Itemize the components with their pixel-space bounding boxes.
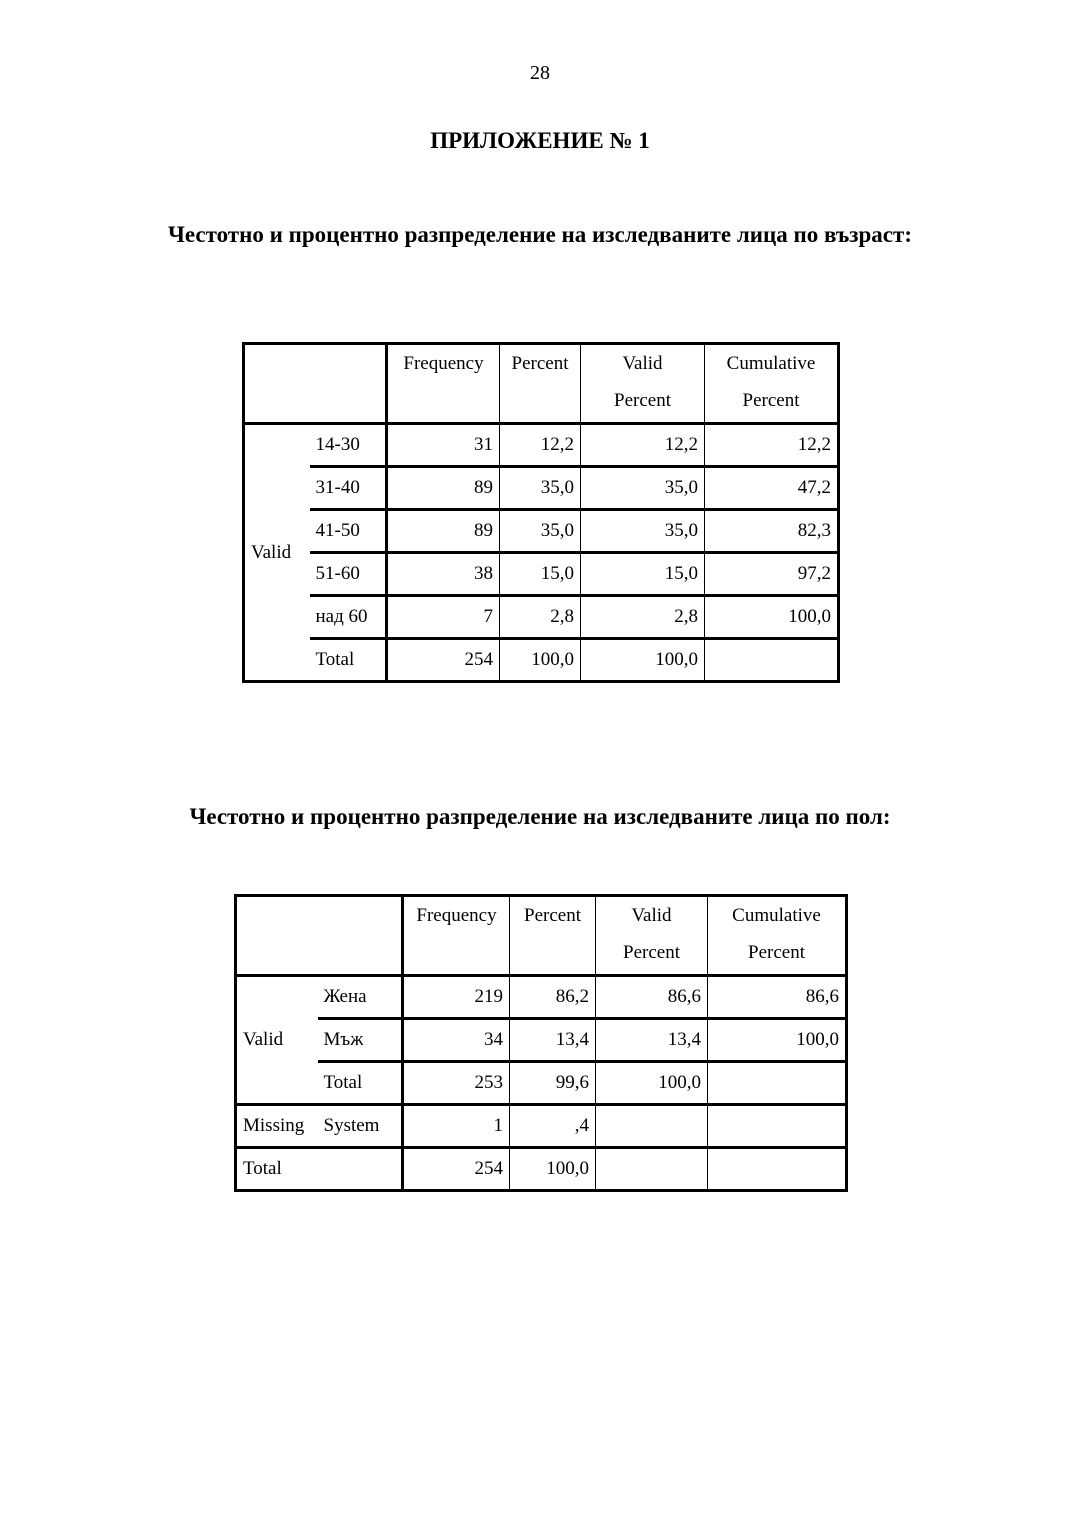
age-frequency-table xyxy=(242,342,840,683)
row-label: 14-30 xyxy=(310,424,387,467)
sex-frequency-table xyxy=(234,894,848,1192)
cell-cumulative-percent xyxy=(708,1062,847,1105)
cell-cumulative-percent: 47,2 xyxy=(705,467,839,510)
cell-frequency: 219 xyxy=(403,976,510,1019)
table-row-total xyxy=(244,639,839,682)
cell-valid-percent: 13,4 xyxy=(596,1019,708,1062)
cell-valid-percent: 86,6 xyxy=(596,976,708,1019)
cell-percent: 86,2 xyxy=(510,976,596,1019)
cell-frequency: 254 xyxy=(387,639,500,682)
header-corner xyxy=(244,344,387,424)
row-label: 31-40 xyxy=(310,467,387,510)
sex-table-heading: Честотно и процентно разпределение на изследваните лица по пол: xyxy=(189,804,891,829)
cell-cumulative-percent xyxy=(705,639,839,682)
header-cumulative-percent: Cumulative Percent xyxy=(705,344,839,424)
cell-cumulative-percent: 86,6 xyxy=(708,976,847,1019)
row-label: 41-50 xyxy=(310,510,387,553)
cell-percent: 100,0 xyxy=(500,639,581,682)
cell-cumulative-percent: 97,2 xyxy=(705,553,839,596)
cell-percent: 15,0 xyxy=(500,553,581,596)
table-row xyxy=(236,1019,847,1062)
cell-frequency: 7 xyxy=(387,596,500,639)
cell-frequency: 1 xyxy=(403,1105,510,1148)
row-label: Мъж xyxy=(318,1019,403,1062)
cell-valid-percent: 15,0 xyxy=(581,553,705,596)
cell-frequency: 89 xyxy=(387,510,500,553)
row-label: над 60 xyxy=(310,596,387,639)
row-label: 51-60 xyxy=(310,553,387,596)
cell-valid-percent: 35,0 xyxy=(581,510,705,553)
cell-frequency: 254 xyxy=(403,1148,510,1191)
table-row xyxy=(244,510,839,553)
header-cumulative-percent: Cumulative Percent xyxy=(708,896,847,976)
page-number: 28 xyxy=(530,62,550,84)
header-percent: Percent xyxy=(500,344,581,424)
age-table-heading: Честотно и процентно разпределение на изследваните лица по възраст: xyxy=(168,222,912,247)
missing-sublabel: System xyxy=(318,1105,403,1148)
cell-frequency: 89 xyxy=(387,467,500,510)
cell-frequency: 31 xyxy=(387,424,500,467)
cell-cumulative-percent: 82,3 xyxy=(705,510,839,553)
row-label: Total xyxy=(318,1062,403,1105)
cell-valid-percent xyxy=(596,1148,708,1191)
cell-percent: ,4 xyxy=(510,1105,596,1148)
cell-cumulative-percent: 100,0 xyxy=(705,596,839,639)
cell-frequency: 38 xyxy=(387,553,500,596)
table-header-row xyxy=(236,896,847,976)
table-row-missing xyxy=(236,1105,847,1148)
table-row-total xyxy=(236,1148,847,1191)
cell-frequency: 253 xyxy=(403,1062,510,1105)
table-row xyxy=(244,467,839,510)
group-label-valid: Valid xyxy=(236,976,318,1105)
appendix-title: ПРИЛОЖЕНИЕ № 1 xyxy=(430,128,650,153)
header-valid-percent: Valid Percent xyxy=(581,344,705,424)
cell-cumulative-percent xyxy=(708,1105,847,1148)
cell-valid-percent xyxy=(596,1105,708,1148)
cell-cumulative-percent: 12,2 xyxy=(705,424,839,467)
cell-cumulative-percent: 100,0 xyxy=(708,1019,847,1062)
header-frequency: Frequency xyxy=(403,896,510,976)
header-frequency: Frequency xyxy=(387,344,500,424)
cell-percent: 99,6 xyxy=(510,1062,596,1105)
cell-percent: 100,0 xyxy=(510,1148,596,1191)
header-corner xyxy=(236,896,403,976)
group-label-valid: Valid xyxy=(244,424,310,682)
cell-percent: 12,2 xyxy=(500,424,581,467)
cell-percent: 35,0 xyxy=(500,510,581,553)
table-row-valid-total xyxy=(236,1062,847,1105)
cell-valid-percent: 12,2 xyxy=(581,424,705,467)
table-row xyxy=(244,553,839,596)
row-label: Total xyxy=(310,639,387,682)
header-percent: Percent xyxy=(510,896,596,976)
table-row xyxy=(236,976,847,1019)
cell-valid-percent: 2,8 xyxy=(581,596,705,639)
cell-valid-percent: 100,0 xyxy=(581,639,705,682)
header-valid-percent: Valid Percent xyxy=(596,896,708,976)
cell-cumulative-percent xyxy=(708,1148,847,1191)
row-label: Жена xyxy=(318,976,403,1019)
table-row xyxy=(244,596,839,639)
cell-percent: 35,0 xyxy=(500,467,581,510)
table-header-row xyxy=(244,344,839,424)
cell-percent: 2,8 xyxy=(500,596,581,639)
cell-frequency: 34 xyxy=(403,1019,510,1062)
table-row xyxy=(244,424,839,467)
cell-valid-percent: 100,0 xyxy=(596,1062,708,1105)
cell-valid-percent: 35,0 xyxy=(581,467,705,510)
cell-percent: 13,4 xyxy=(510,1019,596,1062)
total-label: Total xyxy=(236,1148,403,1191)
missing-label: Missing xyxy=(236,1105,318,1148)
